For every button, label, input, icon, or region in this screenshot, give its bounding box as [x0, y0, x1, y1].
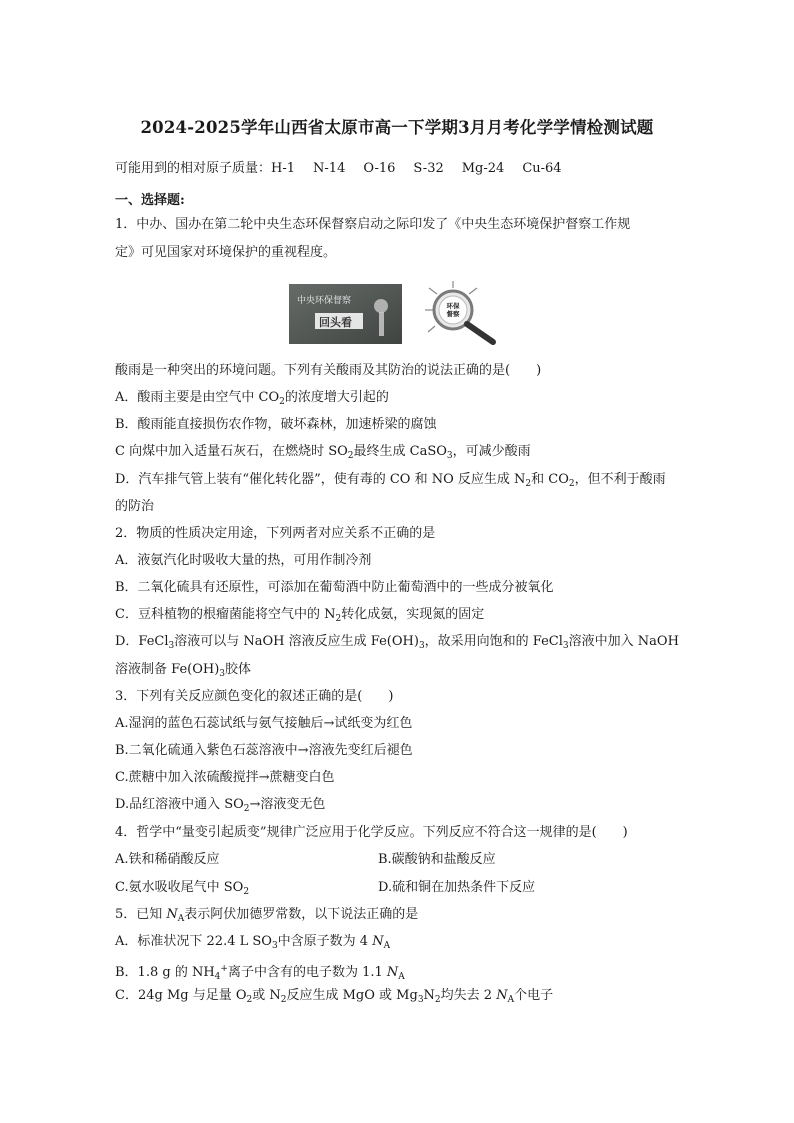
q4-option-c: C.氨水吸收尾气中 $SO_2$ [115, 880, 250, 897]
atomic-mass-cu: Cu-64 [522, 161, 562, 176]
q3-option-b: B.二氧化硫通入紫色石蕊溶液中→溶液先变红后褪色 [115, 743, 413, 758]
atomic-mass-label: 可能用到的相对原子质量： [115, 161, 272, 176]
q4-option-d: D.硫和铜在加热条件下反应 [378, 880, 536, 895]
q2-option-d-line1: D．FeCl$_3$溶液可以与 NaOH 溶液反应生成 $Fe(OH)_3$，故采用向饱和的 FeCl$_3$溶液中加入 NaOH [115, 634, 679, 651]
img2-caption-line2: 督察 [446, 310, 460, 318]
q3-option-c: C.蔗糖中加入浓硫酸搅拌→蔗糖变白色 [115, 770, 335, 785]
q2-option-b: B．二氧化硫具有还原性，可添加在葡萄酒中防止葡萄酒中的一些成分被氧化 [115, 580, 554, 595]
q1-option-b: B．酸雨能直接损伤农作物，破坏森林，加速桥梁的腐蚀 [115, 417, 437, 432]
q5-stem: 5．已知 $N_A$表示阿伏加德罗常数，以下说法正确的是 [115, 907, 419, 924]
q5-option-a: A．标准状况下 22.4 L $SO_3$中含原子数为 4 $N_A$ [115, 934, 391, 951]
q1-option-d-line1: D．汽车排气管上装有“催化转化器”，使有毒的 CO 和 NO 反应生成 $N_2$和 $CO_2$，但不利于酸雨 [115, 472, 666, 489]
q4-option-b: B.碳酸钠和盐酸反应 [378, 852, 496, 867]
q1-stem-line3: 酸雨是一种突出的环境问题。下列有关酸雨及其防治的说法正确的是( ) [115, 363, 542, 378]
atomic-mass-n: N-14 [313, 161, 346, 176]
section-heading: 一、选择题: [115, 193, 185, 208]
page-title: 2024-2025学年山西省太原市高一下学期3月月考化学学情检测试题 [140, 118, 654, 137]
img1-caption-bottom: 回头看 [319, 316, 352, 329]
atomic-mass-o: O-16 [363, 161, 396, 176]
img2-caption-line1: 环保 [446, 302, 460, 310]
atomic-mass-h: H-1 [271, 161, 296, 176]
q5-option-b: B．1.8 g 的 $NH_4^+$离子中含有的电子数为 1.1 $N_A$ [115, 964, 405, 982]
q2-stem: 2．物质的性质决定用途，下列两者对应关系不正确的是 [115, 526, 436, 541]
q3-option-d: D.品红溶液中通入 $SO_2\to$溶液变无色 [115, 797, 326, 814]
env-inspection-review-image [289, 284, 402, 344]
atomic-mass-s: S-32 [413, 161, 444, 176]
q2-option-a: A．液氨汽化时吸收大量的热，可用作制冷剂 [115, 553, 372, 568]
q1-stem-line1: 1．中办、国办在第二轮中央生态环保督察启动之际印发了《中央生态环境保护督察工作规 [115, 217, 631, 232]
atomic-mass-line [115, 160, 580, 178]
q4-stem: 4．哲学中“量变引起质变”规律广泛应用于化学反应。下列反应不符合这一规律的是( ) [115, 825, 628, 840]
q1-option-c: C 向煤中加入适量石灰石，在燃烧时 $SO_2$最终生成 CaSO$_3$，可减少酸雨 [115, 444, 531, 461]
q1-option-a: A．酸雨主要是由空气中 $CO_2$的浓度增大引起的 [115, 390, 389, 407]
q4-option-a: A.铁和稀硝酸反应 [115, 852, 220, 867]
q5-option-c: C．24g Mg 与足量 $O_2$或 $N_2$反应生成 MgO 或 $Mg_3N_2$均失去 2 $N_A$个电子 [115, 988, 554, 1005]
env-inspection-magnifier-image [423, 280, 505, 346]
q1-stem-line2: 定》可见国家对环境保护的重视程度。 [115, 245, 337, 260]
atomic-mass-mg: Mg-24 [461, 161, 505, 176]
q2-option-c: C．豆科植物的根瘤菌能将空气中的 $N_2$转化成氨，实现氮的固定 [115, 607, 485, 624]
q3-stem: 3．下列有关反应颜色变化的叙述正确的是( ) [115, 689, 394, 704]
img1-caption-top: 中央环保督察 [297, 296, 352, 306]
q2-option-d-line2: 溶液制备 $Fe(OH)_3$胶体 [115, 662, 252, 679]
q3-option-a: A.湿润的蓝色石蕊试纸与氨气接触后→试纸变为红色 [115, 716, 413, 731]
q1-option-d-line2: 的防治 [115, 499, 155, 514]
